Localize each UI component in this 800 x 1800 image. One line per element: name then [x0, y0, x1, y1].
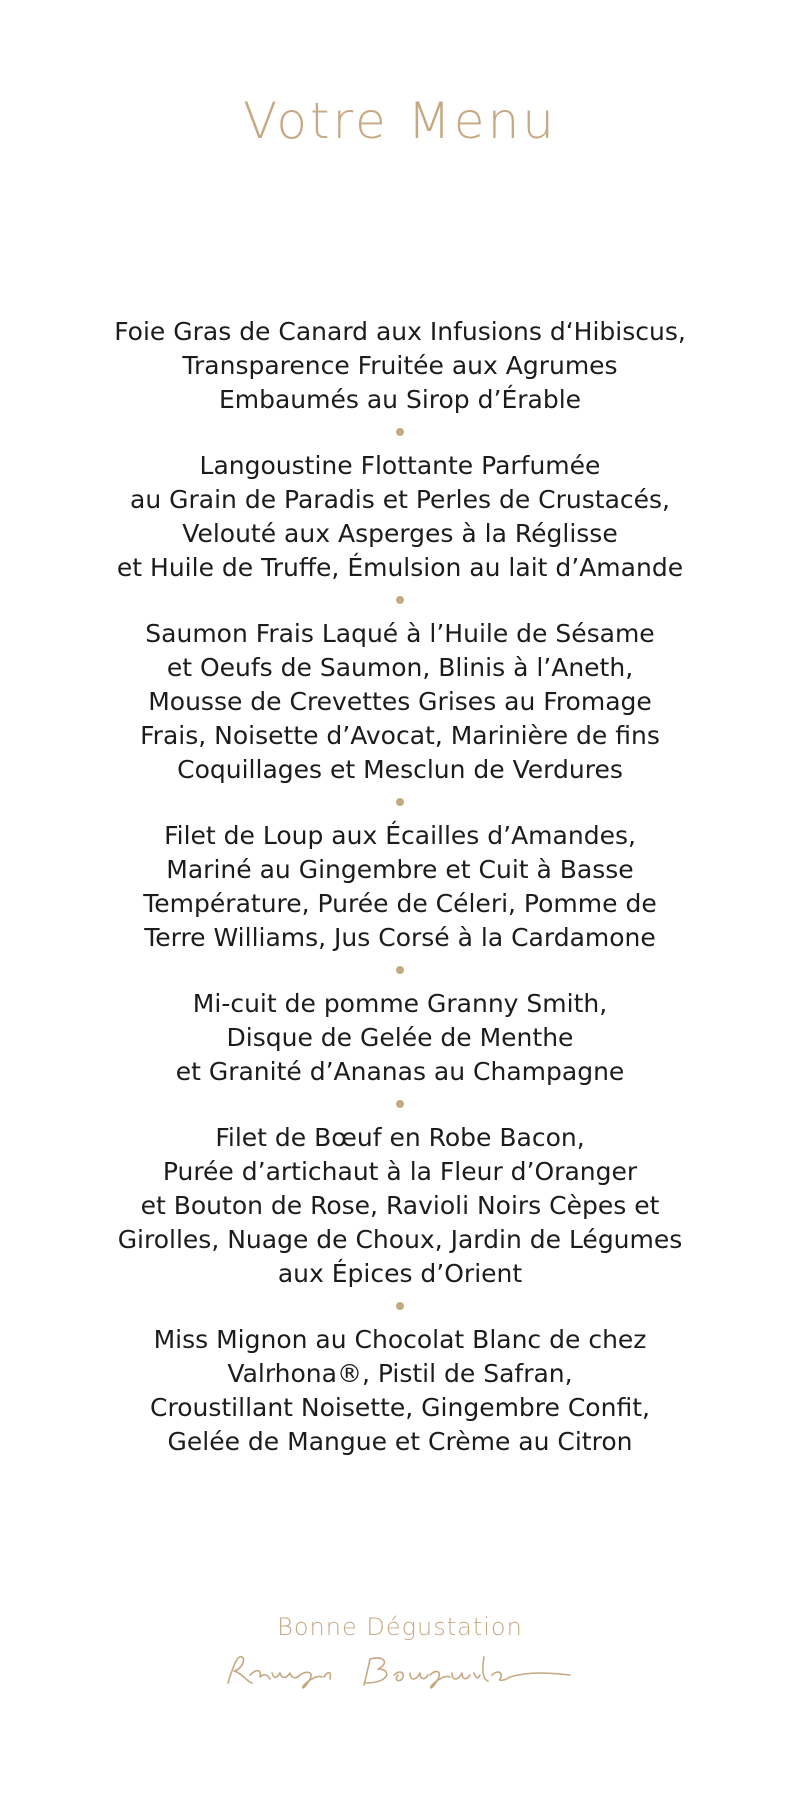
course-line: et Huile de Truffe, Émulsion au lait d’Amande [116, 553, 684, 582]
course-line: Velouté aux Asperges à la Réglisse [182, 519, 618, 548]
course-line: Foie Gras de Canard aux Infusions d‘Hibiscus, [114, 317, 686, 346]
course-separator-dot [396, 1302, 404, 1310]
course-line: Embaumés au Sirop d’Érable [218, 385, 582, 414]
course-line: aux Épices d’Orient [277, 1259, 523, 1288]
course-line: Mariné au Gingembre et Cuit à Basse [166, 855, 634, 884]
course-line: Terre Williams, Jus Corsé à la Cardamone [144, 923, 656, 952]
menu-course [40, 617, 760, 787]
course-line: au Grain de Paradis et Perles de Crustacés, [130, 485, 670, 514]
course-line: Disque de Gelée de Menthe [226, 1023, 574, 1052]
course-line: Purée d’artichaut à la Fleur d’Oranger [162, 1157, 638, 1186]
course-line: Valrhona®, Pistil de Safran, [227, 1359, 573, 1388]
course-line: Filet de Loup aux Écailles d’Amandes, [164, 821, 636, 850]
course-line: Croustillant Noisette, Gingembre Confit, [150, 1393, 650, 1422]
course-separator-dot [396, 596, 404, 604]
menu-course [40, 449, 760, 585]
course-line: et Oeufs de Saumon, Blinis à l’Aneth, [166, 653, 634, 682]
course-separator-dot [396, 798, 404, 806]
course-line: et Granité d’Ananas au Champagne [175, 1057, 625, 1086]
menu-course [40, 1121, 760, 1291]
course-separator-dot [396, 428, 404, 436]
menu-course [40, 315, 760, 417]
course-line: Mi-cuit de pomme Granny Smith, [192, 989, 608, 1018]
course-line: Coquillages et Mesclun de Verdures [177, 755, 623, 784]
course-line: Miss Mignon au Chocolat Blanc de chez [153, 1325, 647, 1354]
page-title: Votre Menu [243, 92, 557, 150]
course-line: Saumon Frais Laqué à l’Huile de Sésame [145, 619, 655, 648]
course-line: Température, Purée de Céleri, Pomme de [143, 889, 657, 918]
course-separator-dot [396, 966, 404, 974]
course-line: Langoustine Flottante Parfumée [199, 451, 601, 480]
course-line: Filet de Bœuf en Robe Bacon, [215, 1123, 585, 1152]
menu-course [40, 1323, 760, 1459]
course-line: Mousse de Crevettes Grises au Fromage [148, 687, 652, 716]
course-line: et Bouton de Rose, Ravioli Noirs Cèpes et [140, 1191, 660, 1220]
course-line: Transparence Fruitée aux Agrumes [182, 351, 618, 380]
course-separator-dot [396, 1100, 404, 1108]
course-line: Girolles, Nuage de Choux, Jardin de Légumes [117, 1225, 683, 1254]
menu-course [40, 819, 760, 955]
course-line: Gelée de Mangue et Crème au Citron [167, 1427, 633, 1456]
closing-text: Bonne Dégustation [277, 1613, 523, 1641]
course-line: Frais, Noisette d’Avocat, Marinière de fins [140, 721, 660, 750]
signature-image [220, 1645, 580, 1695]
menu-course [40, 987, 760, 1089]
menu-courses [40, 315, 760, 1459]
